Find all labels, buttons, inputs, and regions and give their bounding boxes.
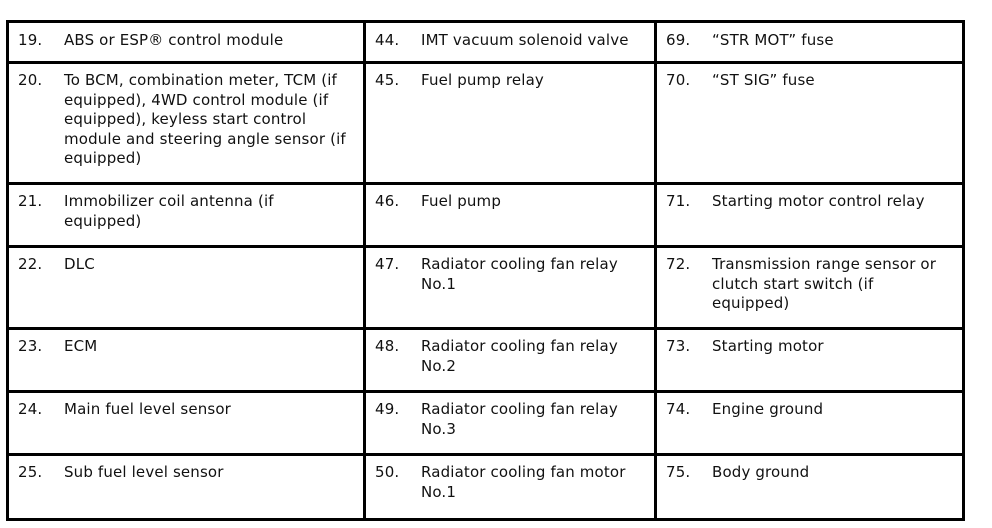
item-number: 70.	[666, 71, 691, 89]
legend-entry	[666, 463, 954, 483]
item-number: 19.	[18, 31, 43, 49]
item-number: 20.	[18, 71, 43, 89]
item-number: 46.	[375, 192, 400, 210]
item-number: 44.	[375, 31, 400, 49]
legend-cell	[656, 22, 964, 63]
item-number: 24.	[18, 400, 43, 418]
legend-cell	[656, 184, 964, 247]
legend-entry	[18, 255, 355, 275]
legend-entry	[375, 31, 646, 51]
item-number: 23.	[18, 337, 43, 355]
item-description: Fuel pump relay	[421, 71, 544, 89]
legend-entry	[375, 71, 646, 91]
legend-cell	[365, 247, 656, 329]
item-description: Main fuel level sensor	[64, 400, 231, 418]
legend-entry	[18, 400, 355, 420]
legend-entry	[375, 463, 646, 502]
legend-entry	[375, 337, 646, 376]
item-number: 49.	[375, 400, 400, 418]
item-number: 21.	[18, 192, 43, 210]
item-description: ABS or ESP® control module	[64, 31, 284, 49]
item-number: 75.	[666, 463, 691, 481]
item-number: 71.	[666, 192, 691, 210]
item-number: 50.	[375, 463, 400, 481]
legend-cell	[365, 455, 656, 520]
legend-entry	[666, 71, 954, 91]
legend-entry	[666, 400, 954, 420]
legend-cell	[365, 22, 656, 63]
item-number: 45.	[375, 71, 400, 89]
legend-entry	[18, 31, 355, 51]
item-description: Sub fuel level sensor	[64, 463, 224, 481]
item-description: Immobilizer coil antenna (if equipped)	[64, 192, 274, 230]
item-description: Body ground	[712, 463, 810, 481]
table-row	[8, 329, 964, 392]
legend-entry	[375, 400, 646, 439]
item-description: “STR MOT” fuse	[712, 31, 834, 49]
legend-cell	[8, 329, 365, 392]
item-number: 22.	[18, 255, 43, 273]
legend-cell	[8, 455, 365, 520]
legend-entry	[375, 255, 646, 294]
table-row	[8, 184, 964, 247]
legend-entry	[666, 31, 954, 51]
table-row	[8, 22, 964, 63]
item-description: Radiator cooling fan relay No.1	[421, 255, 618, 293]
legend-cell	[656, 392, 964, 455]
legend-entry	[666, 255, 954, 314]
item-description: Starting motor	[712, 337, 824, 355]
legend-cell	[8, 392, 365, 455]
legend-cell	[8, 63, 365, 184]
table-row	[8, 392, 964, 455]
item-description: Radiator cooling fan relay No.2	[421, 337, 618, 375]
item-description: ECM	[64, 337, 98, 355]
legend-cell	[8, 247, 365, 329]
legend-entry	[666, 192, 954, 212]
item-description: Starting motor control relay	[712, 192, 925, 210]
legend-cell	[656, 329, 964, 392]
legend-cell	[656, 63, 964, 184]
item-number: 72.	[666, 255, 691, 273]
item-description: Radiator cooling fan motor No.1	[421, 463, 626, 501]
component-legend-table	[6, 20, 965, 521]
item-number: 73.	[666, 337, 691, 355]
item-number: 25.	[18, 463, 43, 481]
table-row	[8, 247, 964, 329]
item-number: 47.	[375, 255, 400, 273]
item-description: To BCM, combination meter, TCM (if equipped), 4WD control module (if equipped), keyless start control module and steering angle sensor (if equipped)	[64, 71, 346, 167]
legend-body	[8, 22, 964, 520]
legend-entry	[18, 71, 355, 169]
table-row	[8, 455, 964, 520]
item-description: Fuel pump	[421, 192, 501, 210]
legend-cell	[365, 329, 656, 392]
item-description: Engine ground	[712, 400, 824, 418]
item-description: IMT vacuum solenoid valve	[421, 31, 629, 49]
legend-entry	[375, 192, 646, 212]
item-number: 74.	[666, 400, 691, 418]
legend-cell	[656, 455, 964, 520]
legend-cell	[656, 247, 964, 329]
legend-entry	[666, 337, 954, 357]
legend-cell	[365, 184, 656, 247]
item-number: 69.	[666, 31, 691, 49]
table-row	[8, 63, 964, 184]
legend-entry	[18, 463, 355, 483]
legend-cell	[8, 22, 365, 63]
legend-entry	[18, 192, 355, 231]
item-description: Transmission range sensor or clutch start switch (if equipped)	[712, 255, 937, 312]
item-description: DLC	[64, 255, 95, 273]
legend-entry	[18, 337, 355, 357]
item-description: “ST SIG” fuse	[712, 71, 815, 89]
legend-cell	[365, 392, 656, 455]
legend-cell	[8, 184, 365, 247]
item-number: 48.	[375, 337, 400, 355]
item-description: Radiator cooling fan relay No.3	[421, 400, 618, 438]
legend-cell	[365, 63, 656, 184]
